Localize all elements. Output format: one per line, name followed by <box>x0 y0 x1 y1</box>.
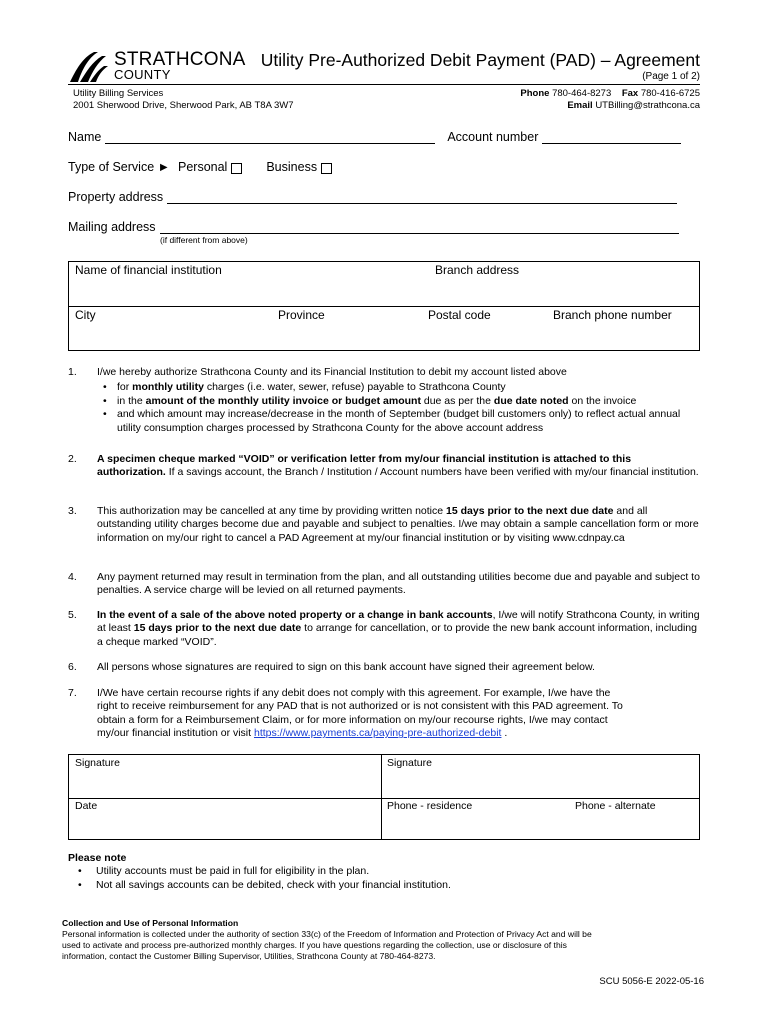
mailing-address-row <box>68 220 679 234</box>
clause-number: 5. <box>68 609 77 621</box>
signature-2-label: Signature <box>387 757 432 769</box>
list-item: • Not all savings accounts can be debited, check with your financial institution. <box>78 879 700 892</box>
signature-1-label: Signature <box>75 757 120 769</box>
property-address-row <box>68 190 677 204</box>
clause-number: 7. <box>68 687 77 699</box>
name-field[interactable] <box>105 131 435 144</box>
signature-box <box>68 754 700 840</box>
list-item: • in the amount of the monthly utility invoice or budget amount due as per the due date noted on the invoice <box>103 395 700 408</box>
clause-number: 1. <box>68 366 77 378</box>
mailing-address-label: Mailing address <box>68 220 156 234</box>
phone-label: Phone <box>520 88 550 99</box>
mailing-address-field[interactable] <box>160 221 679 234</box>
business-checkbox[interactable] <box>321 163 332 174</box>
clause-4-text: Any payment returned may result in termination from the plan, and all outstanding utilities become due and payable and subject to penalties. A service charge will be levied on all returned payments. <box>97 571 700 597</box>
clause-number: 6. <box>68 661 77 673</box>
name-row <box>68 130 681 144</box>
clause-2-bold: A specimen cheque marked “VOID” or verification letter from my/our financial institution is attached to this authorization. <box>97 453 632 479</box>
signature-box-divider <box>69 798 699 799</box>
strathcona-logo <box>68 49 246 84</box>
fax-label: Fax <box>621 88 639 99</box>
signature-box-vdivider <box>381 755 382 839</box>
list-item: • Utility accounts must be paid in full for eligibility in the plan. <box>78 865 700 878</box>
fax-value: 780-416-6725 <box>640 88 700 99</box>
clause-4 <box>68 571 700 598</box>
logo-line2: COUNTY <box>114 67 171 82</box>
clause-number: 2. <box>68 453 77 465</box>
list-item: • for monthly utility charges (i.e. water, sewer, refuse) payable to Strathcona County <box>103 381 700 394</box>
branch-phone-label: Branch phone number <box>553 308 672 322</box>
clause-3-bold: 15 days prior to the next due date <box>446 505 614 517</box>
institution-name-label: Name of financial institution <box>75 263 222 277</box>
contact-info <box>520 88 700 112</box>
header-divider <box>68 84 700 85</box>
province-label: Province <box>278 308 325 322</box>
logo-line1: STRATHCONA <box>114 49 246 70</box>
clause-2-rest: If a savings account, the Branch / Institution / Account numbers have been verified with my/our financial institution. <box>165 466 699 479</box>
phone-value: 780-464-8273 <box>552 88 612 99</box>
account-number-field[interactable] <box>542 131 681 144</box>
please-note-section <box>68 852 700 892</box>
personal-checkbox[interactable] <box>231 163 242 174</box>
strathcona-logo-mark-icon <box>68 50 110 84</box>
department-address <box>73 88 294 112</box>
list-item: • and which amount may increase/decrease in the month of September (budget bill customers only) to reflect actual annual utility consumption charges processed by Strathcona County for the above account address <box>103 408 700 435</box>
property-address-field[interactable] <box>167 191 677 204</box>
city-label: City <box>75 308 96 322</box>
personal-label: Personal <box>178 160 228 174</box>
date-label: Date <box>75 800 98 812</box>
property-address-label: Property address <box>68 190 164 204</box>
account-number-label: Account number <box>447 130 539 144</box>
service-type-row <box>68 160 332 174</box>
clause-1-intro: I/we hereby authorize Strathcona County and its Financial Institution to debit my account listed above <box>97 366 567 378</box>
privacy-heading: Collection and Use of Personal Information <box>62 918 239 928</box>
mailing-address-note: (if different from above) <box>160 235 248 245</box>
clause-2 <box>68 453 700 480</box>
phone-alternate-label: Phone - alternate <box>575 800 656 812</box>
business-label: Business <box>266 160 318 174</box>
name-label: Name <box>68 130 102 144</box>
clause-7: 7. I/We have certain recourse rights if any debit does not comply with this agreement. For example, I/we have the right to receive reimbursement for any PAD that is not authorized or is not consistent with this PAD agreement. To obtain a form for a Reimbursement Claim, or for more information on my/our recourse rights, I/we may contact my/our financial institution or visit https://www.payments.ca/paying-pre-authorized-debit . <box>68 687 623 740</box>
bank-info-box <box>68 261 700 351</box>
please-note-heading: Please note <box>68 852 127 864</box>
clause-number: 4. <box>68 571 77 583</box>
clause-6 <box>68 661 700 674</box>
department-street: 2001 Sherwood Drive, Sherwood Park, AB T8A 3W7 <box>73 100 294 111</box>
clause-3: 3. This authorization may be cancelled at any time by providing written notice 15 days prior to the next due date and all outstanding utility charges become due and payable and subject to penalties. I/we may obtain a sample cancellation form or more information on my/our right to cancel a PAD Agreement at my/our financial institution or by visiting www.cdnpay.ca <box>68 505 699 544</box>
clause-1-bullets <box>103 381 700 435</box>
branch-address-label: Branch address <box>435 263 520 277</box>
page-number: (Page 1 of 2) <box>642 71 700 82</box>
privacy-notice: Collection and Use of Personal Information Personal information is collected under the authority of section 33(c) of the Freedom of Information and Protection of Privacy Act and will be used to activate and process pre-authorized monthly charges. If you have questions regarding the collection, use or disclosure of this information, contact the Customer Billing Supervisor, Utilities, Strathcona County at 780-464-8273. <box>62 918 592 961</box>
clause-number: 3. <box>68 505 77 517</box>
page-title: Utility Pre-Authorized Debit Payment (PAD) – Agreement <box>260 50 700 70</box>
service-type-label: Type of Service ► <box>68 160 170 174</box>
phone-residence-label: Phone - residence <box>387 800 473 812</box>
department-name: Utility Billing Services <box>73 88 164 99</box>
email-label: Email <box>567 100 593 111</box>
clause-6-text: All persons whose signatures are required to sign on this bank account have signed their agreement below. <box>97 661 595 673</box>
postal-code-label: Postal code <box>428 308 491 322</box>
clause-5: 5. In the event of a sale of the above noted property or a change in bank accounts, I/we will notify Strathcona County, in writing at least 15 days prior to the next due date to arrange for cancellation, or to provide the new bank account information, including a cheque marked “VOID”. <box>68 609 700 648</box>
email-value: UTBilling@strathcona.ca <box>595 100 700 111</box>
form-code: SCU 5056-E 2022-05-16 <box>599 976 704 987</box>
bank-box-divider <box>69 306 699 307</box>
clause-1 <box>68 366 700 435</box>
payments-ca-link[interactable]: https://www.payments.ca/paying-pre-authorized-debit <box>253 727 502 740</box>
